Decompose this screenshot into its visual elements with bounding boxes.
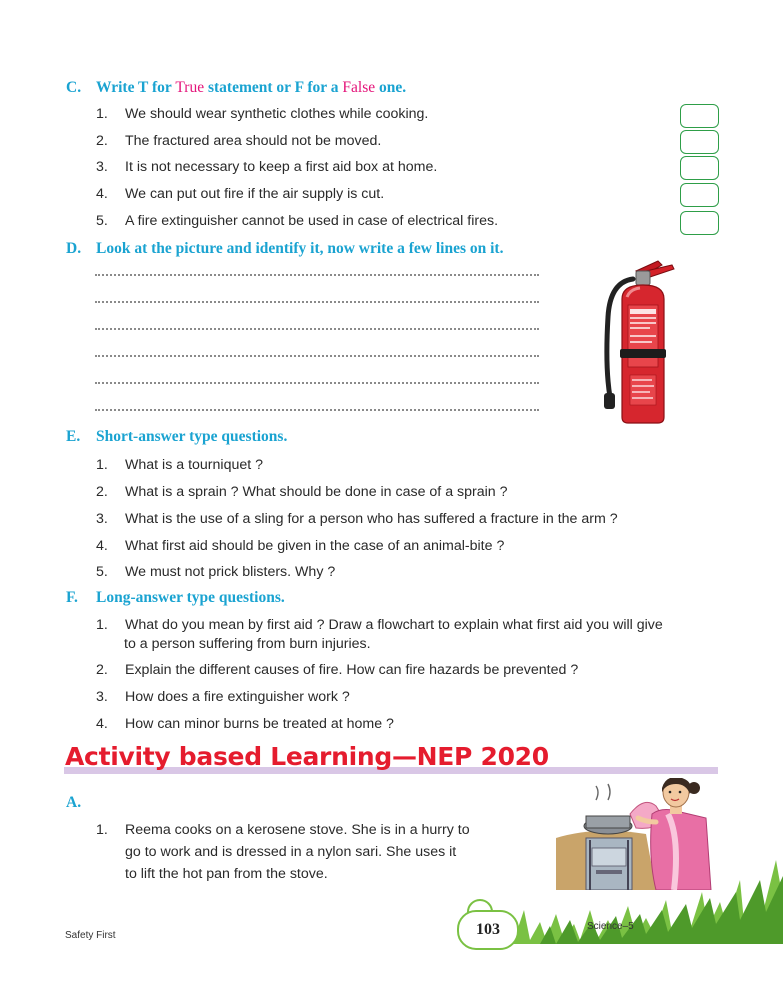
activity-section-letter: A. (66, 794, 82, 811)
item-text: A fire extinguisher cannot be used in case of electrical fires. (125, 213, 499, 229)
answer-line[interactable] (95, 380, 539, 384)
true-word: True (175, 79, 205, 96)
section-f-letter: F. (66, 589, 78, 606)
answer-line[interactable] (95, 326, 539, 330)
answer-box[interactable] (680, 130, 719, 154)
false-word: False (342, 79, 376, 96)
section-c-letter: C. (66, 79, 82, 96)
item-text: How can minor burns be treated at home ? (125, 716, 394, 732)
list-item (96, 104, 428, 124)
section-f-heading (66, 589, 285, 607)
list-item (96, 184, 384, 204)
item-text: What do you mean by first aid ? Draw a flowchart to explain what first aid you will give (125, 617, 663, 633)
list-item (96, 536, 504, 556)
list-item (96, 714, 394, 734)
item-text: What is the use of a sling for a person who has suffered a fracture in the arm ? (125, 511, 618, 527)
heading-part: one. (375, 79, 407, 96)
heading-part: Write T for (96, 79, 176, 96)
item-number: 1. (96, 106, 108, 122)
list-item (96, 509, 618, 529)
answer-box[interactable] (680, 104, 719, 128)
page-number: 103 (457, 910, 519, 950)
item-text: Reema cooks on a kerosene stove. She is in a hurry to (125, 822, 470, 838)
section-c-heading (66, 79, 406, 97)
item-number: 2. (96, 484, 108, 500)
item-number: 1. (96, 822, 108, 838)
item-text: to lift the hot pan from the stove. (125, 866, 328, 882)
item-number: 3. (96, 689, 108, 705)
item-number: 3. (96, 511, 108, 527)
item-number: 2. (96, 133, 108, 149)
item-number: 4. (96, 716, 108, 732)
item-number: 1. (96, 457, 108, 473)
item-text: go to work and is dressed in a nylon sari. She uses it (125, 844, 457, 860)
heading-text: Short-answer type questions. (96, 428, 288, 445)
heading-text: Long-answer type questions. (96, 589, 285, 606)
item-number: 4. (96, 186, 108, 202)
heading-part: statement or F for a (204, 79, 343, 96)
answer-line[interactable] (95, 299, 539, 303)
section-e-heading (66, 428, 287, 446)
item-number: 5. (96, 213, 108, 229)
item-text: Explain the different causes of fire. How can fire hazards be prevented ? (125, 662, 579, 678)
section-d-heading (66, 240, 503, 258)
answer-box[interactable] (680, 183, 719, 207)
item-text: The fractured area should not be moved. (125, 133, 382, 149)
activity-title: Activity based Learning—NEP 2020 (65, 742, 549, 771)
item-text: How does a fire extinguisher work ? (125, 689, 350, 705)
list-item (96, 455, 263, 475)
item-number: 1. (96, 617, 108, 633)
item-text: It is not necessary to keep a first aid box at home. (125, 159, 438, 175)
heading-text: Look at the picture and identify it, now write a few lines on it. (96, 240, 504, 257)
answer-box[interactable] (680, 156, 719, 180)
answer-line[interactable] (95, 407, 539, 411)
item-text: We must not prick blisters. Why ? (125, 564, 336, 580)
list-item (96, 482, 508, 502)
answer-box[interactable] (680, 211, 719, 235)
item-text: We should wear synthetic clothes while cooking. (125, 106, 429, 122)
fire-extinguisher-icon (600, 257, 680, 427)
item-text: to a person suffering from burn injuries. (124, 636, 371, 652)
list-item (96, 131, 381, 151)
list-item (96, 820, 470, 840)
list-item (96, 211, 498, 231)
section-e-letter: E. (66, 428, 81, 445)
footer-chapter-title: Safety First (65, 930, 116, 941)
list-item (96, 687, 350, 707)
item-text: What is a tourniquet ? (125, 457, 264, 473)
list-item-continuation (125, 842, 456, 862)
answer-line[interactable] (95, 353, 539, 357)
footer-book-title: Science–5 (587, 921, 634, 932)
item-number: 4. (96, 538, 108, 554)
list-item (96, 562, 335, 582)
item-text: What first aid should be given in the case of an animal-bite ? (125, 538, 505, 554)
item-number: 3. (96, 159, 108, 175)
item-number: 5. (96, 564, 108, 580)
section-d-letter: D. (66, 240, 82, 257)
list-item (96, 157, 437, 177)
list-item (96, 660, 578, 680)
list-item-continuation (124, 634, 371, 654)
item-number: 2. (96, 662, 108, 678)
item-text: We can put out fire if the air supply is cut. (125, 186, 385, 202)
item-text: What is a sprain ? What should be done in case of a sprain ? (125, 484, 508, 500)
list-item-continuation (125, 864, 328, 884)
list-item (96, 615, 663, 635)
answer-line[interactable] (95, 272, 539, 276)
